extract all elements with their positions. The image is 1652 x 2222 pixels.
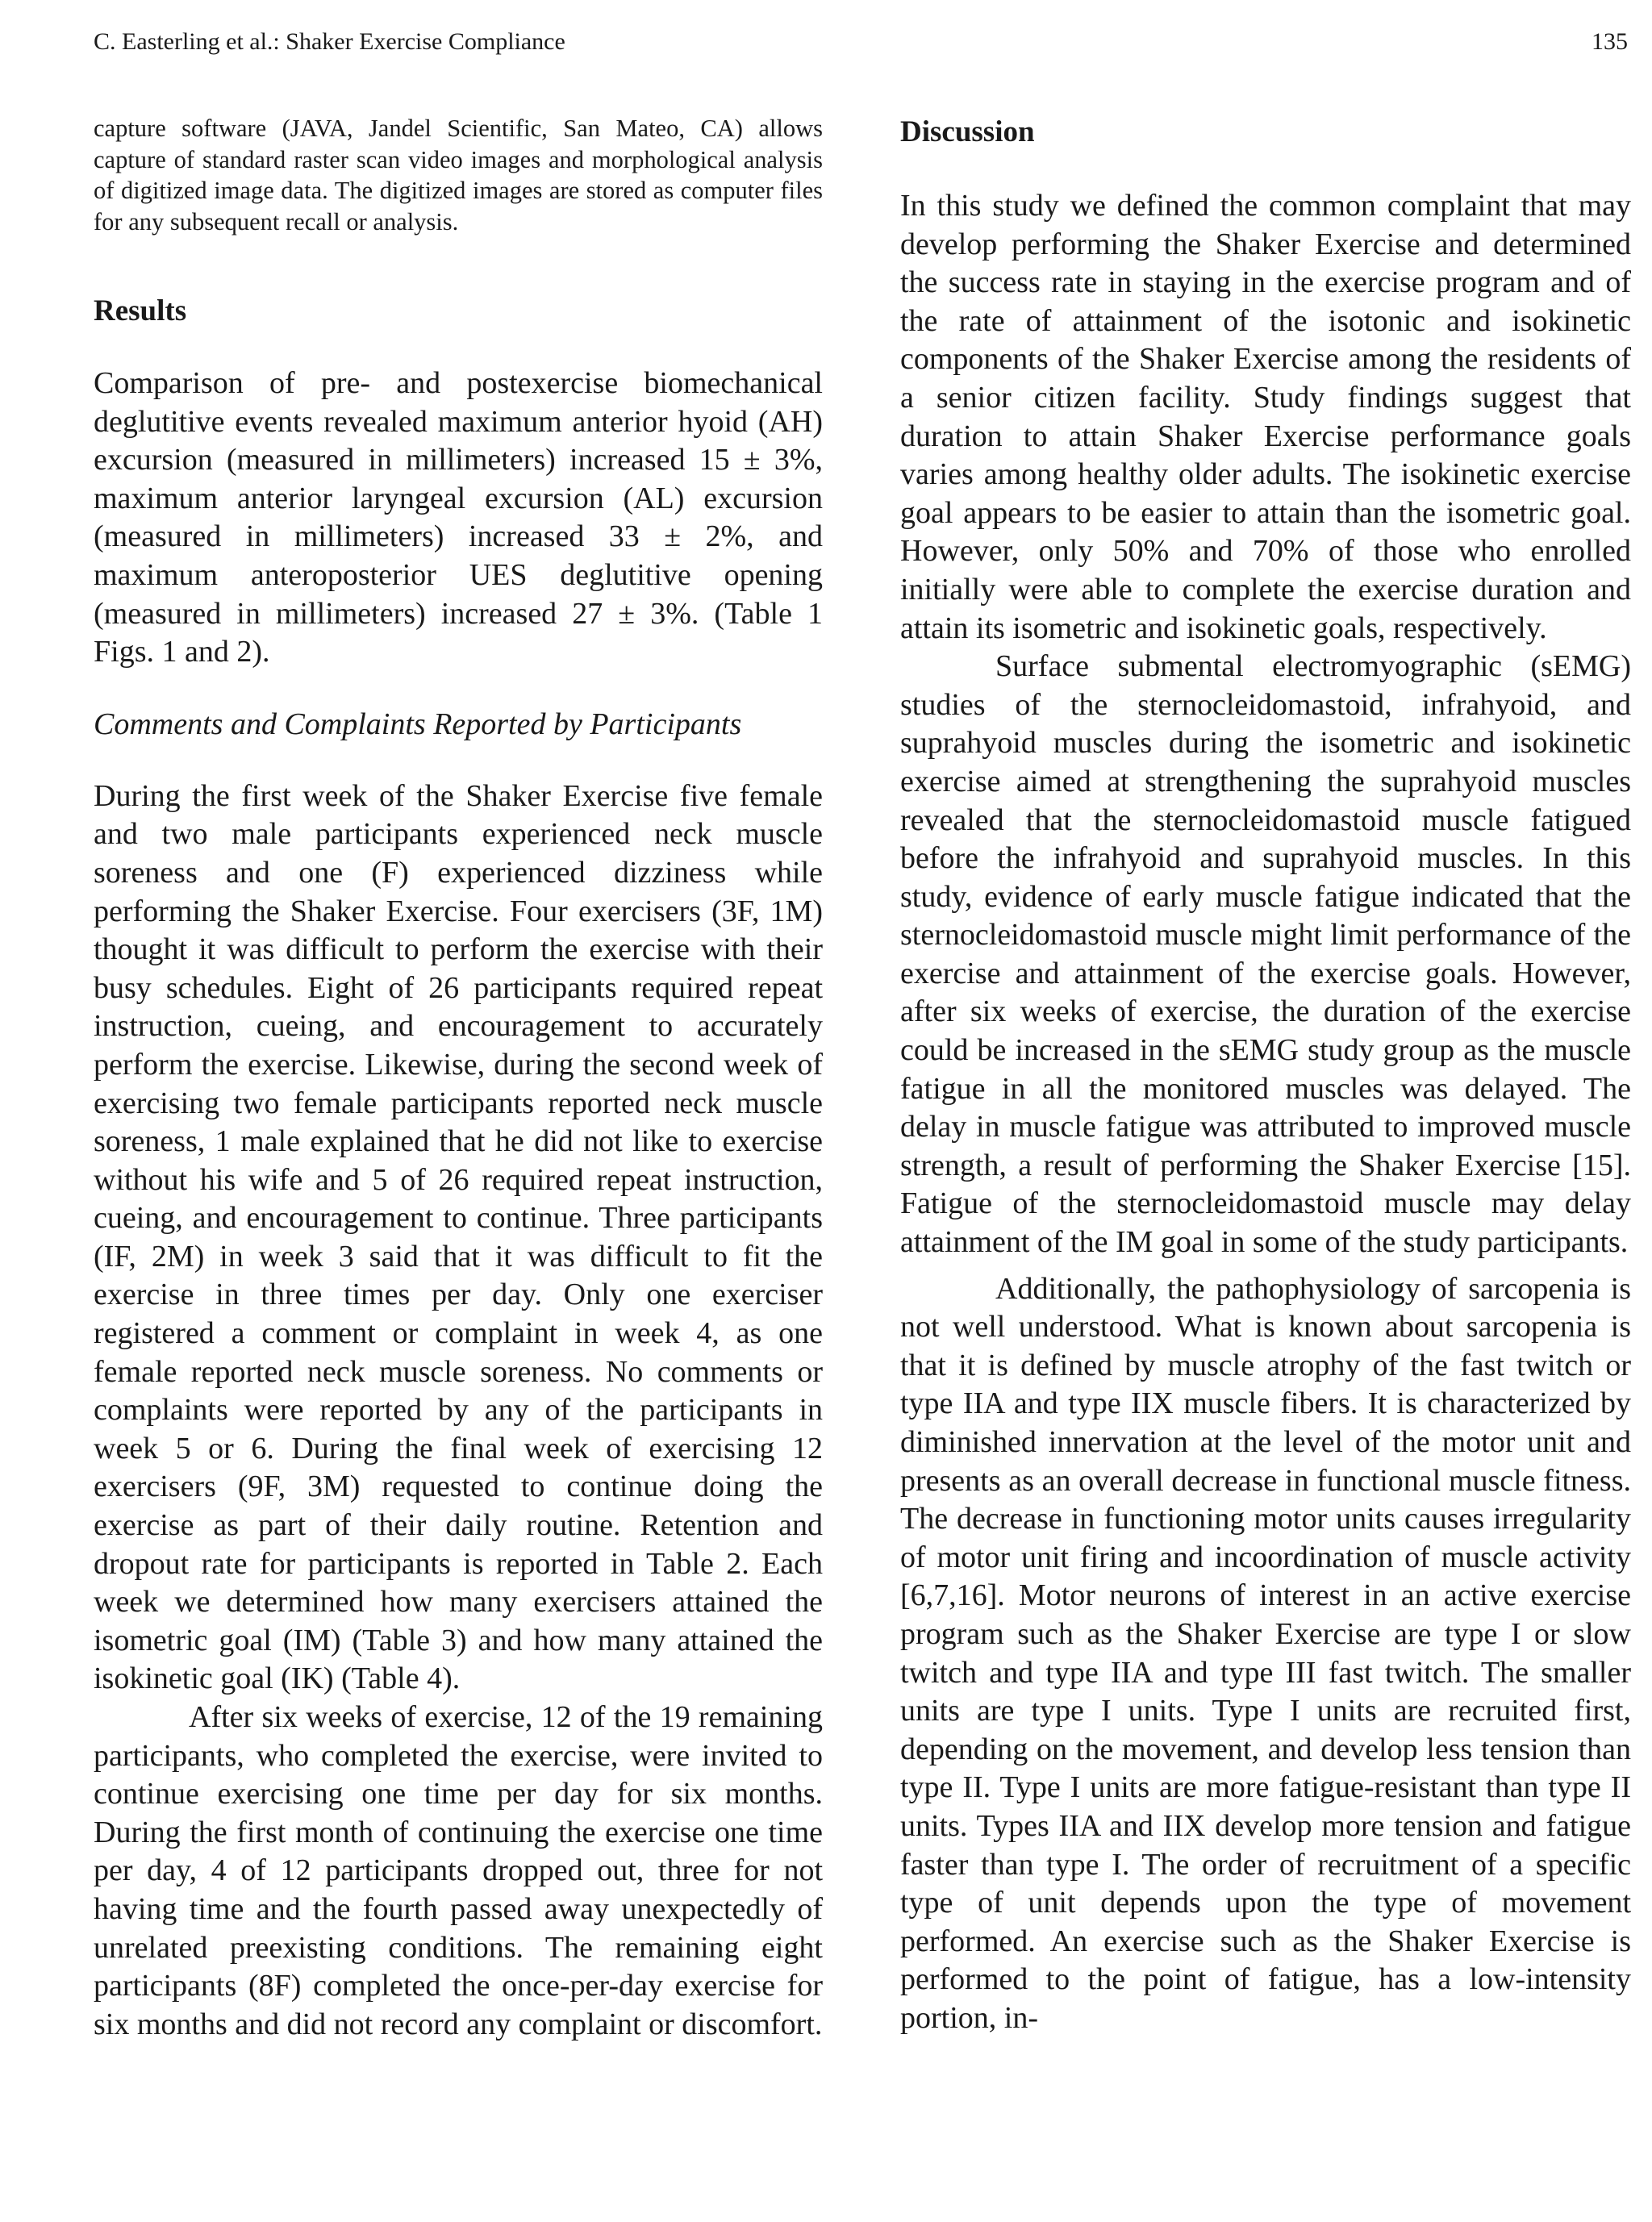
- right-column: [900, 113, 1631, 2038]
- comments-paragraph: During the first week of the Shaker Exercise five female and two male participants experienced neck muscle soreness and one (F) experienced dizziness while performing the Shaker Exercise. Four exercisers (3F, 1M) thought it was difficult to perform the exercise with their busy schedules. Eight of 26 participants required repeat instruction, cueing, and encouragement to accurately perform the exercise. Likewise, during the second week of exercising two female participants reported neck muscle soreness, 1 male explained that he did not like to exercise without his wife and 5 of 26 required repeat instruction, cueing, and encouragement to continue. Three participants (IF, 2M) in week 3 said that it was difficult to fit the exercise in three times per day. Only one exerciser registered a comment or complaint in week 4, as one female reported neck muscle soreness. No comments or complaints were reported by any of the participants in week 5 or 6. During the final week of exercising 12 exercisers (9F, 3M) requested to continue doing the exercise as part of their daily routine. Retention and dropout rate for participants is reported in Table 2. Each week we determined how many exercisers attained the isometric goal (IM) (Table 3) and how many attained the isokinetic goal (IK) (Table 4).: [94, 778, 823, 1696]
- left-column: [94, 113, 823, 2044]
- running-head: [94, 24, 1628, 60]
- page-number: 135: [1592, 28, 1628, 55]
- discussion-paragraph: Additionally, the pathophysiology of sarcopenia is not well understood. What is known about sarcopenia is that it is defined by muscle atrophy of the fast twitch or type IIA and type IIX muscle fibers. It is characterized by diminished innervation at the level of the motor unit and presents as an overall decrease in functional muscle fitness. The decrease in functioning motor units causes irregularity of motor unit firing and incoordination of muscle activity [6,7,16]. Motor neurons of interest in an active exercise program such as the Shaker Exercise are type I or slow twitch and type IIA and type III fast twitch. The smaller units are type I units. Type I units are recruited first, depending on the movement, and develop less tension than type II. Type I units are more fatigue-resistant than type II units. Types IIA and IIX develop more tension and fatigue faster than type I. The order of recruitment of a specific type of unit depends upon the type of movement performed. An exercise such as the Shaker Exercise is performed to the point of fatigue, has a low-intensity portion, in-: [900, 1271, 1631, 2035]
- results-paragraph: Comparison of pre- and postexercise biomechanical deglutitive events revealed maximum anterior hyoid (AH) excursion (measured in millimeters) increased 15 ± 3%, maximum anterior laryngeal excursion (AL) excursion (measured in millimeters) increased 33 ± 2%, and maximum anteroposterior UES deglutitive opening (measured in millimeters) increased 27 ± 3%. (Table 1 Figs. 1 and 2).: [94, 366, 823, 669]
- results-heading: Results: [94, 294, 187, 327]
- methods-continued-paragraph: capture software (JAVA, Jandel Scientific, San Mateo, CA) allows capture of standard raster scan video images and morphological analysis of digitized image data. The digitized images are stored as computer files for any subsequent recall or analysis.: [94, 115, 823, 236]
- comments-heading: Comments and Complaints Reported by Participants: [94, 707, 742, 741]
- running-title: C. Easterling et al.: Shaker Exercise Compliance: [94, 28, 565, 55]
- discussion-heading: Discussion: [900, 115, 1035, 148]
- discussion-paragraph: Surface submental electromyographic (sEMG) studies of the sternocleidomastoid, infrahyoid, and suprahyoid muscles during the isometric and isokinetic exercise aimed at strengthening the suprahyoid muscles revealed that the sternocleidomastoid muscle fatigued before the infrahyoid and suprahyoid muscles. In this study, evidence of early muscle fatigue indicated that the sternocleidomastoid muscle might limit performance of the exercise and attainment of the exercise goals. However, after six weeks of exercise, the duration of the exercise could be increased in the sEMG study group as the muscle fatigue in all the monitored muscles was delayed. The delay in muscle fatigue was attributed to improved muscle strength, a result of performing the Shaker Exercise [15]. Fatigue of the sternocleidomastoid muscle may delay attainment of the IM goal in some of the study participants.: [900, 649, 1631, 1260]
- discussion-paragraph: In this study we defined the common complaint that may develop performing the Shaker Exercise and determined the success rate in staying in the exercise program and of the rate of attainment of the isotonic and isokinetic components of the Shaker Exercise among the residents of a senior citizen facility. Study findings suggest that duration to attain Shaker Exercise performance goals varies among healthy older adults. The isokinetic exercise goal appears to be easier to attain than the isometric goal. However, only 50% and 70% of those who enrolled initially were able to complete the exercise duration and attain its isometric and isokinetic goals, respectively.: [900, 189, 1631, 645]
- comments-paragraph: After six weeks of exercise, 12 of the 19 remaining participants, who completed the exercise, were invited to continue exercising one time per day for six months. During the first month of continuing the exercise one time per day, 4 of 12 participants dropped out, three for not having time and the fourth passed away unexpectedly of unrelated preexisting conditions. The remaining eight participants (8F) completed the once-per-day exercise for six months and did not record any complaint or discomfort.: [94, 1700, 823, 2041]
